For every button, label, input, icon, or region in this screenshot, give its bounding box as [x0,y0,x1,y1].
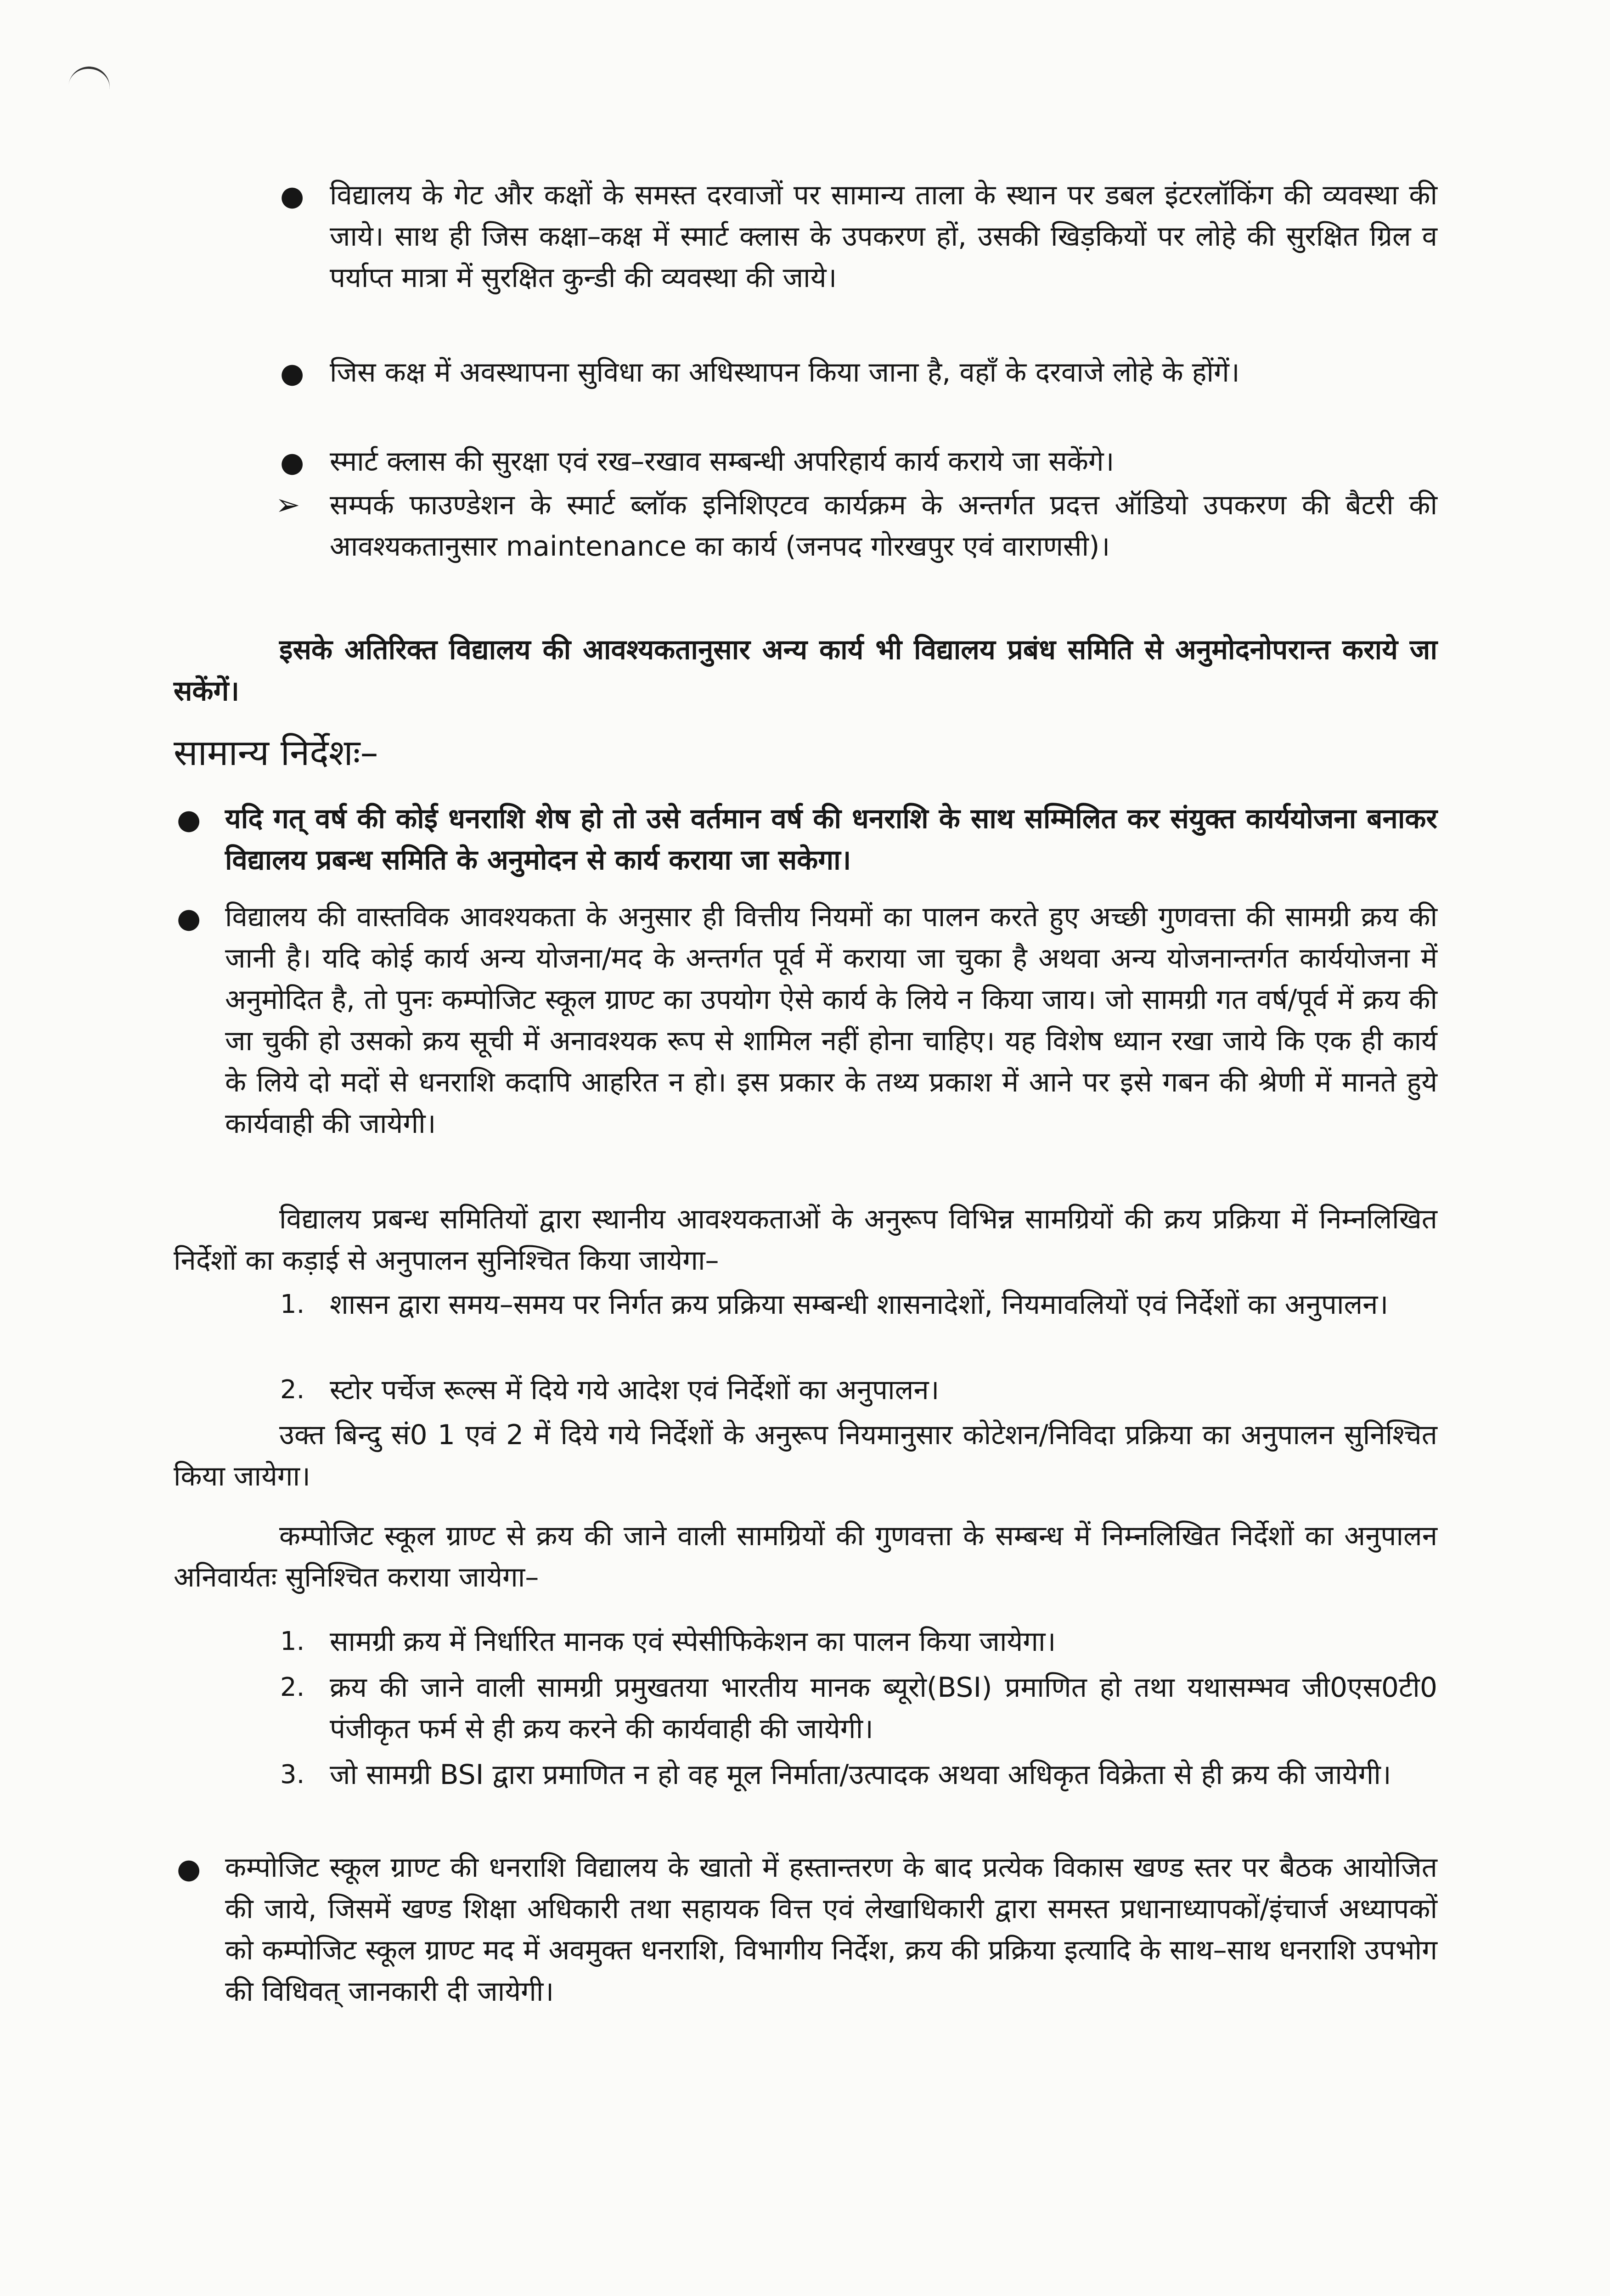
arrow-item-text: सम्पर्क फाउण्डेशन के स्मार्ट ब्लॉक इनिशिएटव कार्यक्रम के अन्तर्गत प्रदत्त ऑडियो उपकरण की बैटरी की आवश्यकतानुसार maintenance का कार्य (जनपद गोरखपुर एवं वाराणसी)। [330,489,1437,563]
list-b-item-1: सामग्री क्रय में निर्धारित मानक एवं स्पेसीफिकेशन का पालन किया जायेगा। [330,1626,1056,1658]
bullet-dot-icon: ● [177,902,201,934]
bullet-text-3: स्मार्ट क्लास की सुरक्षा एवं रख–रखाव सम्बन्धी अपरिहार्य कार्य कराये जा सकेंगे। [330,445,1115,478]
bullet-dot-icon: ● [280,180,304,212]
bullet-text-1: विद्यालय के गेट और कक्षों के समस्त दरवाजों पर सामान्य ताला के स्थान पर डबल इंटरलॉकिंग की व्यवस्था की जाये। साथ ही जिस कक्षा–कक्ष में स्मार्ट क्लास के उपकरण हों, उसकी खिड़कियों पर लोहे की सुरक्षित ग्रिल व पर्याप्त मात्रा में सुरक्षित कुन्डी की व्यवस्था की जाये। [330,179,1437,294]
bold-note: इसके अतिरिक्त विद्यालय की आवश्यकतानुसार अन्य कार्य भी विद्यालय प्रबंध समिति से अनुमोदनोपरान्त कराये जा सकेंगें। [174,634,1437,707]
purchase-paragraph: विद्यालय प्रबन्ध समितियों द्वारा स्थानीय आवश्यकताओं के अनुरूप विभिन्न सामग्रियों की क्रय प्रक्रिया में निम्नलिखित निर्देशों का कड़ाई से अनुपालन सुनिश्चित किया जायेगा– [174,1203,1437,1277]
bullet-dot-icon: ● [177,804,201,836]
list-b-item-3: जो सामग्री BSI द्वारा प्रमाणित न हो वह मूल निर्माता/उत्पादक अथवा अधिकृत विक्रेता से ही क्रय की जायेगी। [330,1759,1391,1791]
quotation-paragraph: उक्त बिन्दु सं0 1 एवं 2 में दिये गये निर्देशों के अनुरूप नियमानुसार कोटेशन/निविदा प्रक्रिया का अनुपालन सुनिश्चित किया जायेगा। [174,1419,1437,1492]
list-b-number-1: 1. [280,1626,305,1656]
list-b-number-2: 2. [280,1672,305,1702]
list-a-number-2: 2. [280,1375,305,1405]
bullet-text-2: जिस कक्ष में अवस्थापना सुविधा का अधिस्थापन किया जाना है, वहाँ के दरवाजे लोहे के होंगें। [330,356,1240,388]
list-b-number-3: 3. [280,1760,305,1790]
general-bullet-3: कम्पोजिट स्कूल ग्राण्ट की धनराशि विद्यालय के खातो में हस्तान्तरण के बाद प्रत्येक विकास खण्ड स्तर पर बैठक आयोजित की जाये, जिसमें खण्ड शिक्षा अधिकारी तथा सहायक वित्त एवं लेखाधिकारी द्वारा समस्त प्रधानाध्यापकों/इंचार्ज अध्यापकों को कम्पोजिट स्कूल ग्राण्ट मद में अवमुक्त धनराशि, विभागीय निर्देश, क्रय की प्रक्रिया इत्यादि के साथ–साथ धनराशि उपभोग की विधिवत् जानकारी दी जायेगी। [225,1851,1437,2008]
list-a-item-2: स्टोर पर्चेज रूल्स में दिये गये आदेश एवं निर्देशों का अनुपालन। [330,1374,940,1406]
bullet-dot-icon: ● [280,446,304,478]
section-heading: सामान्य निर्देशः– [174,732,378,774]
scan-mark [67,64,113,104]
general-bullet-1: यदि गत् वर्ष की कोई धनराशि शेष हो तो उसे वर्तमान वर्ष की धनराशि के साथ सम्मिलित कर संयुक्त कार्ययोजना बनाकर विद्यालय प्रबन्ध समिति के अनुमोदन से कार्य कराया जा सकेगा। [225,803,1437,876]
list-b-item-2: क्रय की जाने वाली सामग्री प्रमुखतया भारतीय मानक ब्यूरो(BSI) प्रमाणित हो तथा यथासम्भव जी0एस0टी0 पंजीकृत फर्म से ही क्रय करने की कार्यवाही की जायेगी। [330,1671,1437,1745]
general-bullet-2: विद्यालय की वास्तविक आवश्यकता के अनुसार ही वित्तीय नियमों का पालन करते हुए अच्छी गुणवत्ता की सामग्री क्रय की जानी है। यदि कोई कार्य अन्य योजना/मद के अन्तर्गत पूर्व में कराया जा चुका है अथवा अन्य योजनान्तर्गत कार्ययोजना में अनुमोदित है, तो पुनः कम्पोजिट स्कूल ग्राण्ट का उपयोग ऐसे कार्य के लिये न किया जाय। जो सामग्री गत वर्ष/पूर्व में क्रय की जा चुकी हो उसको क्रय सूची में अनावश्यक रूप से शामिल नहीं होना चाहिए। यह विशेष ध्यान रखा जाये कि एक ही कार्य के लिये दो मदों से धनराशि कदापि आहरित न हो। इस प्रकार के तथ्य प्रकाश में आने पर इसे गबन की श्रेणी में मानते हुये कार्यवाही की जायेगी। [225,901,1437,1140]
quality-paragraph: कम्पोजिट स्कूल ग्राण्ट से क्रय की जाने वाली सामग्रियों की गुणवत्ता के सम्बन्ध में निम्नलिखित निर्देशों का अनुपालन अनिवार्यतः सुनिश्चित कराया जायेगा– [174,1520,1437,1593]
arrow-bullet-icon: ➢ [276,488,300,522]
bullet-dot-icon: ● [177,1853,201,1885]
list-a-number-1: 1. [280,1289,305,1319]
bullet-dot-icon: ● [280,357,304,389]
list-a-item-1: शासन द्वारा समय–समय पर निर्गत क्रय प्रक्रिया सम्बन्धी शासनादेशों, नियमावलियों एवं निर्देशों का अनुपालन। [330,1289,1389,1321]
